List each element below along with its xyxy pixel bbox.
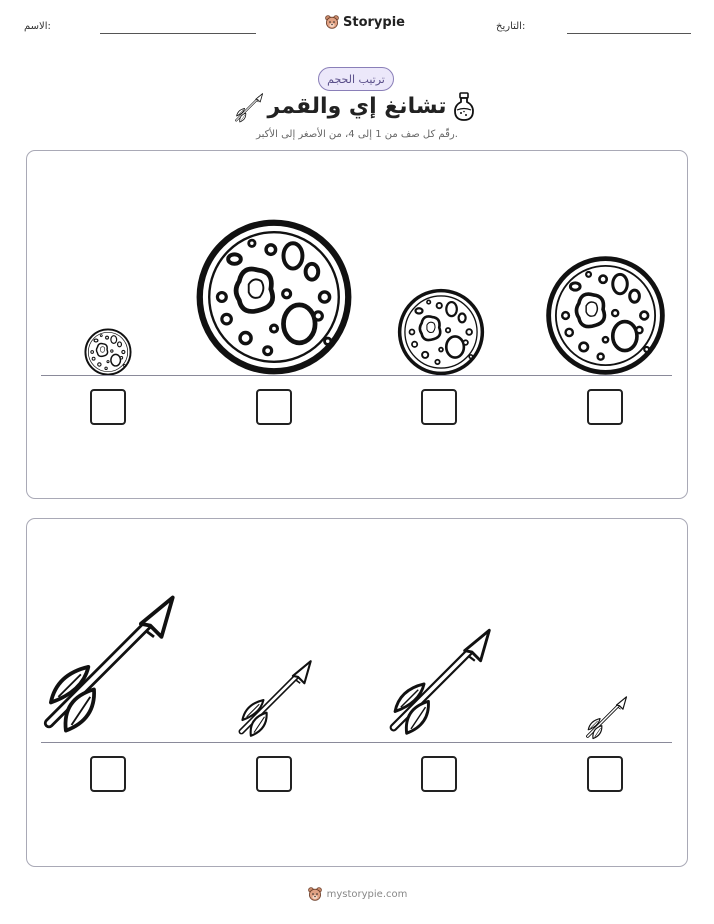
answer-box[interactable] xyxy=(421,389,457,425)
bear-icon xyxy=(307,886,323,902)
date-line[interactable] xyxy=(567,33,691,34)
instructions: رقّم كل صف من 1 إلى 4، من الأصغر إلى الأكبر. xyxy=(256,129,458,140)
answer-box[interactable] xyxy=(421,756,457,792)
arrow-icon xyxy=(34,588,184,742)
answer-box[interactable] xyxy=(256,756,292,792)
page-title: تشانغ إي والقمر xyxy=(267,94,447,119)
answer-box[interactable] xyxy=(90,389,126,425)
brand-logo xyxy=(324,14,405,30)
bear-icon xyxy=(324,14,340,30)
answer-box[interactable] xyxy=(587,756,623,792)
answer-box[interactable] xyxy=(587,389,623,425)
potion-bottle-icon xyxy=(453,92,475,122)
answer-box[interactable] xyxy=(90,756,126,792)
date-label: التاريخ: xyxy=(496,21,526,32)
arrow-icon xyxy=(233,92,265,124)
footer xyxy=(300,886,414,902)
moon-icon xyxy=(397,288,485,376)
arrow-icon xyxy=(382,623,498,742)
moon-icon xyxy=(84,328,132,376)
answer-box[interactable] xyxy=(256,389,292,425)
baseline xyxy=(41,742,672,743)
topic-tag: ترتيب الحجم xyxy=(318,67,394,91)
name-label: الاسم: xyxy=(24,21,51,32)
arrow-icon xyxy=(233,656,317,742)
brand-name: Storypie xyxy=(343,14,405,30)
moon-icon xyxy=(545,255,666,376)
baseline xyxy=(41,375,672,376)
arrow-icon xyxy=(583,694,630,742)
footer-url[interactable]: mystorypie.com xyxy=(326,888,408,900)
name-line[interactable] xyxy=(100,33,256,34)
moon-icon xyxy=(195,218,353,376)
